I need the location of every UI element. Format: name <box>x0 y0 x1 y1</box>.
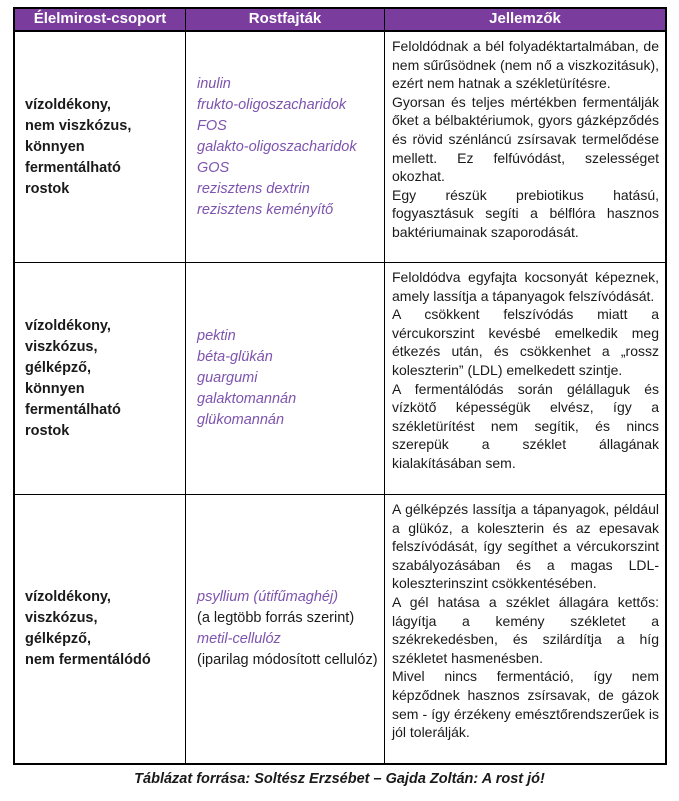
fiber-group-line: vízoldékony, <box>25 317 111 334</box>
characteristics-paragraph: A gél hatása a széklet állagára kettős: lágyítja a kemény székletet a székrekedésben, és szilárdítja a híg székletet hasmenésben. <box>392 593 659 666</box>
fiber-type-line: galakto-oligoszacharidok <box>197 138 357 155</box>
fiber-type-line: glükomannán <box>197 412 285 428</box>
fiber-group-line: rostok <box>25 180 70 197</box>
fiber-type-line: pektin <box>197 328 236 344</box>
column-header-fiber-types: Rostfajták <box>186 9 385 32</box>
fiber-group-line: könnyen fermentálható <box>25 380 121 418</box>
fiber-group-line: vízoldékony, <box>25 96 111 113</box>
characteristics-paragraph: Feloldódva egyfajta kocsonyát képeznek, amely lassítja a tápanyagok felszívódását. <box>392 269 659 304</box>
characteristics-paragraph: A fermentálódás során gélállaguk és vízkötő képességük elvész, így a székletürítést nem segítik, és nincs szerepük a széklet állagának kialakításában sem. <box>392 380 659 471</box>
fiber-group-line: viszkózus, <box>25 610 98 626</box>
fiber-type-line: (a legtöbb forrás szerint) <box>197 610 355 626</box>
table-source-caption: Táblázat forrása: Soltész Erzsébet – Gajda Zoltán: A rost jó! <box>134 771 545 787</box>
characteristics-paragraph: A gélképzés lassítja a tápanyagok, például a glükóz, a koleszterin és az epesavak felszívódását, így segíthet a vércukorszint szabályozásában és a magas LDL-koleszterinszint csökkentésében. <box>392 501 659 592</box>
fiber-type-line: psyllium (útifűmaghéj) <box>197 589 339 605</box>
column-header-characteristics: Jellemzők <box>385 9 665 32</box>
fiber-type-line: guargumi <box>197 370 258 386</box>
fiber-type-line: (iparilag módosított cellulóz) <box>197 652 378 668</box>
fiber-group-cell <box>15 263 186 495</box>
fiber-type-line: frukto-oligoszacharidok FOS <box>197 96 347 134</box>
fiber-group-line: könnyen fermentálható <box>25 138 121 176</box>
fiber-group-cell <box>15 32 186 263</box>
fiber-type-line: GOS <box>197 159 230 176</box>
fiber-type-line: rezisztens dextrin <box>197 180 310 197</box>
fiber-type-line: inulin <box>197 75 231 92</box>
fiber-group-line: vízoldékony, <box>25 589 111 605</box>
fiber-group-line: nem viszkózus, <box>25 117 132 134</box>
fiber-group-line: viszkózus, <box>25 338 98 355</box>
fiber-types-cell <box>186 32 385 263</box>
fiber-group-line: nem fermentálódó <box>25 652 151 668</box>
fiber-type-line: metil-cellulóz <box>197 631 281 647</box>
fiber-types-cell <box>186 263 385 495</box>
dietary-fiber-table <box>13 7 667 765</box>
characteristics-cell <box>385 495 665 763</box>
characteristics-paragraph: Mivel nincs fermentáció, így nem képződnek hasznos zsírsavak, de gázok sem - így érzékeny emésztőrendszerűek is jól tolerálják. <box>392 668 659 741</box>
fiber-types-cell <box>186 495 385 763</box>
fiber-group-line: rostok <box>25 422 70 439</box>
characteristics-cell <box>385 32 665 263</box>
characteristics-cell <box>385 263 665 495</box>
column-header-fiber-group: Élelmirost-csoport <box>15 9 186 32</box>
characteristics-paragraph: Egy részük prebiotikus hatású, fogyasztásuk segíti a bélflóra hasznos baktériumainak szaporodását. <box>392 186 659 240</box>
fiber-group-cell <box>15 495 186 763</box>
characteristics-paragraph: A csökkent felszívódás miatt a vércukorszint kevésbé emelkedik meg étkezés után, és csökkenhet a „rossz koleszterin” (LDL) emelkedett szintje. <box>392 306 659 378</box>
fiber-group-line: gélképző, <box>25 631 92 647</box>
fiber-type-line: galaktomannán <box>197 391 297 407</box>
characteristics-paragraph: Feloldódnak a bél folyadéktartalmában, de nem sűrűsödnek (nem nő a viszkozitásuk), ezért nem hatnak a székletürítésre. <box>392 38 659 92</box>
characteristics-paragraph: Gyorsan és teljes mértékben fermentálják őket a bélbaktériumok, gyors gázképződés és rövid szénláncú zsírsavak termelődése mellett. Ez felfúvódást, szelességet okozhat. <box>392 93 659 185</box>
fiber-group-line: gélképző, <box>25 359 92 376</box>
fiber-type-line: béta-glükán <box>197 349 273 365</box>
fiber-type-line: rezisztens keményítő <box>197 201 334 218</box>
